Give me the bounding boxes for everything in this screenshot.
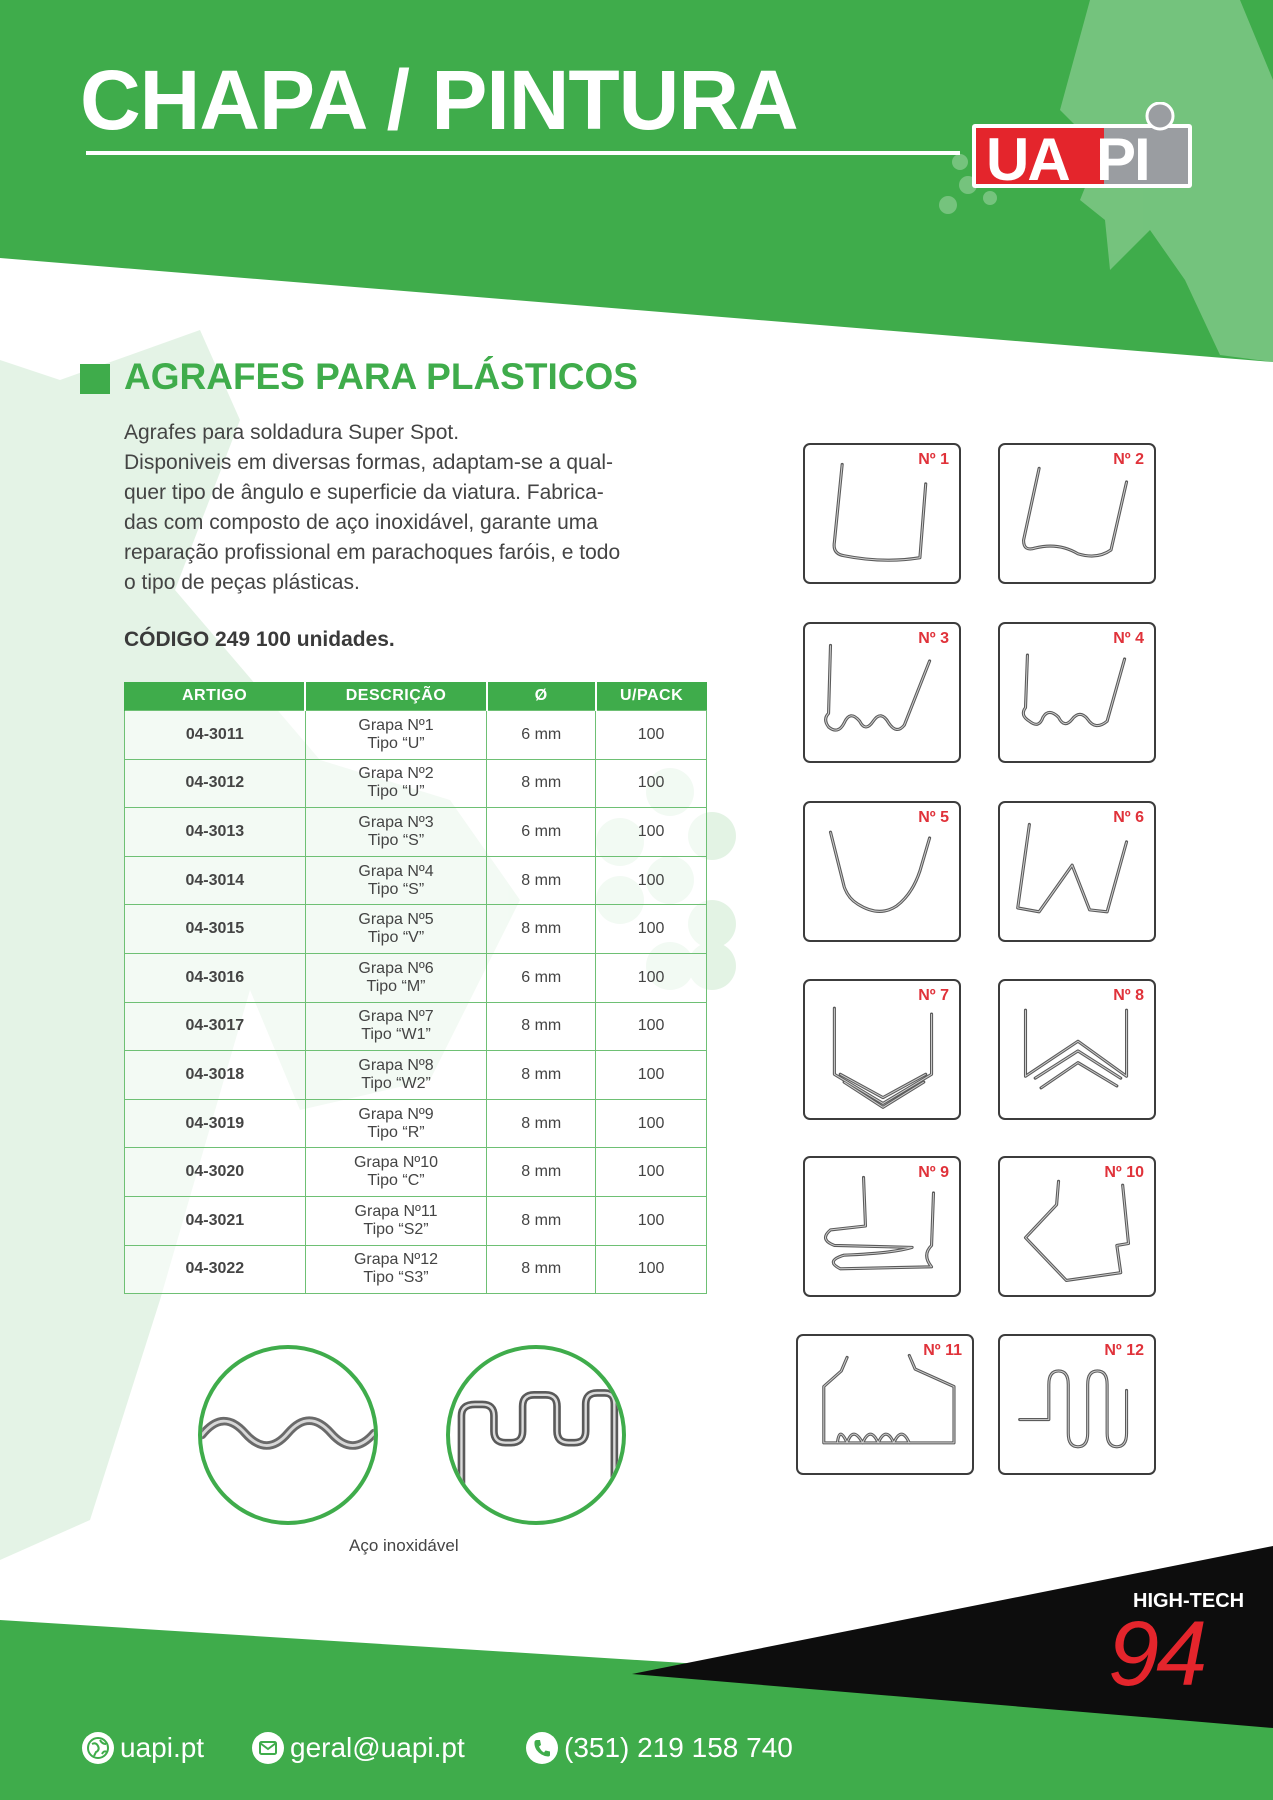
table-row xyxy=(125,1196,707,1245)
staple-number-label: Nº 7 xyxy=(918,987,949,1004)
desc-line-2: Tipo “R” xyxy=(367,1123,425,1141)
cell-diameter: 8 mm xyxy=(487,905,596,954)
desc-line-2: Tipo “C” xyxy=(367,1172,425,1190)
cell-descricao xyxy=(305,953,487,1002)
cell-diameter: 8 mm xyxy=(487,1051,596,1100)
email-link[interactable] xyxy=(252,1728,465,1768)
desc-line-2: Tipo “U” xyxy=(367,734,425,752)
uapi-logo xyxy=(970,102,1194,198)
desc-line-2: Tipo “M” xyxy=(366,977,426,995)
brand-label: HIGH-TECH xyxy=(1133,1590,1245,1612)
cell-diameter: 8 mm xyxy=(487,1002,596,1051)
desc-line-2: Tipo “S” xyxy=(367,880,425,898)
cell-descricao xyxy=(305,759,487,808)
phone-link[interactable] xyxy=(526,1728,793,1768)
staple-image xyxy=(998,979,1156,1120)
staple-number-label: Nº 11 xyxy=(923,1342,962,1359)
table-header-row xyxy=(125,682,707,711)
desc-line-2: Tipo “S3” xyxy=(363,1269,429,1287)
staple-image xyxy=(998,1156,1156,1297)
cell-artigo: 04-3020 xyxy=(125,1148,306,1197)
staple-image xyxy=(998,801,1156,942)
cell-descricao xyxy=(305,1002,487,1051)
cell-descricao xyxy=(305,905,487,954)
header-descricao: DESCRIÇÃO xyxy=(305,682,487,711)
cell-descricao xyxy=(305,1051,487,1100)
staple-image xyxy=(803,979,961,1120)
cell-descricao xyxy=(305,1245,487,1294)
staple-image xyxy=(803,443,961,584)
cell-diameter: 6 mm xyxy=(487,808,596,857)
desc-line-2: Tipo “S” xyxy=(367,831,425,849)
page-title: CHAPA / PINTURA xyxy=(80,53,798,147)
table-row xyxy=(125,759,707,808)
cell-upack: 100 xyxy=(596,1099,707,1148)
cell-diameter: 8 mm xyxy=(487,856,596,905)
cell-diameter: 8 mm xyxy=(487,1099,596,1148)
table-row xyxy=(125,711,707,760)
title-underline xyxy=(86,151,960,155)
desc-line-1: Grapa Nº10 xyxy=(353,1154,439,1172)
intro-line: o tipo de peças plásticas. xyxy=(124,571,360,594)
table-row xyxy=(125,905,707,954)
cell-upack: 100 xyxy=(596,1196,707,1245)
staple-image xyxy=(998,1334,1156,1475)
staple-number-label: Nº 6 xyxy=(1113,809,1144,826)
desc-line-1: Grapa Nº7 xyxy=(358,1008,434,1026)
cell-artigo: 04-3015 xyxy=(125,905,306,954)
table-row xyxy=(125,808,707,857)
intro-line: Agrafes para soldadura Super Spot. xyxy=(124,421,460,444)
cell-upack: 100 xyxy=(596,1051,707,1100)
table-row xyxy=(125,1051,707,1100)
product-table xyxy=(124,682,707,1294)
desc-line-1: Grapa Nº3 xyxy=(358,813,434,831)
cell-diameter: 8 mm xyxy=(487,1148,596,1197)
table-row xyxy=(125,1099,707,1148)
cell-upack: 100 xyxy=(596,905,707,954)
staple-number-label: Nº 12 xyxy=(1104,1342,1144,1359)
cell-upack: 100 xyxy=(596,1148,707,1197)
code-line: CÓDIGO 249 100 unidades. xyxy=(124,628,395,651)
table-row xyxy=(125,1002,707,1051)
cell-diameter: 6 mm xyxy=(487,711,596,760)
email-text: geral@uapi.pt xyxy=(290,1732,465,1763)
cell-descricao xyxy=(305,1196,487,1245)
cell-artigo: 04-3012 xyxy=(125,759,306,808)
header-diameter: Ø xyxy=(487,682,596,711)
header-upack: U/PACK xyxy=(596,682,707,711)
desc-line-1: Grapa Nº4 xyxy=(358,862,434,880)
intro-line: das com composto de aço inoxidável, garante uma xyxy=(124,511,598,534)
desc-line-1: Grapa Nº5 xyxy=(358,911,434,929)
desc-line-2: Tipo “V” xyxy=(367,929,425,947)
desc-line-1: Grapa Nº11 xyxy=(354,1202,438,1220)
cell-descricao xyxy=(305,1148,487,1197)
staple-number-label: Nº 8 xyxy=(1113,987,1144,1004)
cell-descricao xyxy=(305,856,487,905)
svg-text:PI: PI xyxy=(1096,126,1149,193)
staple-image xyxy=(803,622,961,763)
cell-artigo: 04-3019 xyxy=(125,1099,306,1148)
staple-number-label: Nº 2 xyxy=(1113,451,1144,468)
table-row xyxy=(125,856,707,905)
desc-line-1: Grapa Nº8 xyxy=(358,1056,434,1074)
mail-icon xyxy=(252,1732,284,1764)
staple-image xyxy=(796,1334,974,1475)
cell-descricao xyxy=(305,1099,487,1148)
phone-icon xyxy=(526,1732,558,1764)
detail-caption: Aço inoxidável xyxy=(349,1536,459,1555)
desc-line-1: Grapa Nº9 xyxy=(358,1105,434,1123)
cell-diameter: 8 mm xyxy=(487,1245,596,1294)
cell-artigo: 04-3022 xyxy=(125,1245,306,1294)
cell-artigo: 04-3018 xyxy=(125,1051,306,1100)
desc-line-2: Tipo “W2” xyxy=(361,1074,431,1092)
desc-line-1: Grapa Nº12 xyxy=(353,1251,439,1269)
cell-upack: 100 xyxy=(596,759,707,808)
cell-upack: 100 xyxy=(596,1245,707,1294)
wave-detail-image xyxy=(198,1345,378,1525)
cell-artigo: 04-3013 xyxy=(125,808,306,857)
desc-line-2: Tipo “S2” xyxy=(363,1220,429,1238)
desc-line-1: Grapa Nº6 xyxy=(358,959,434,977)
cell-artigo: 04-3016 xyxy=(125,953,306,1002)
desc-line-1: Grapa Nº2 xyxy=(358,765,434,783)
website-text: uapi.pt xyxy=(120,1732,205,1763)
intro-line: reparação profissional em parachoques faróis, e todo xyxy=(124,541,621,564)
website-link[interactable] xyxy=(82,1728,204,1768)
staple-number-label: Nº 10 xyxy=(1104,1164,1144,1181)
intro-line: quer tipo de ângulo e superficie da viatura. Fabrica- xyxy=(124,481,604,504)
section-title: AGRAFES PARA PLÁSTICOS xyxy=(124,356,638,397)
cell-diameter: 6 mm xyxy=(487,953,596,1002)
intro-line: Disponiveis em diversas formas, adaptam-se a qual- xyxy=(124,451,614,474)
header-artigo: ARTIGO xyxy=(125,682,306,711)
globe-icon xyxy=(82,1732,114,1764)
staple-number-label: Nº 3 xyxy=(918,630,949,647)
staple-number-label: Nº 4 xyxy=(1113,630,1144,647)
desc-line-1: Grapa Nº1 xyxy=(358,716,434,734)
staple-image xyxy=(803,801,961,942)
intro-text xyxy=(124,418,704,598)
staple-image xyxy=(998,622,1156,763)
table-row xyxy=(125,1245,707,1294)
table-row xyxy=(125,1148,707,1197)
desc-line-2: Tipo “W1” xyxy=(361,1026,431,1044)
cell-upack: 100 xyxy=(596,953,707,1002)
cell-upack: 100 xyxy=(596,856,707,905)
staple-number-label: Nº 5 xyxy=(918,809,949,826)
cell-upack: 100 xyxy=(596,808,707,857)
cell-artigo: 04-3014 xyxy=(125,856,306,905)
cell-artigo: 04-3011 xyxy=(125,711,306,760)
cell-upack: 100 xyxy=(596,711,707,760)
cell-descricao xyxy=(305,711,487,760)
cell-descricao xyxy=(305,808,487,857)
cell-diameter: 8 mm xyxy=(487,1196,596,1245)
staple-image xyxy=(803,1156,961,1297)
desc-line-2: Tipo “U” xyxy=(367,783,425,801)
page-number: 94 xyxy=(1108,1603,1205,1705)
svg-text:UA: UA xyxy=(986,126,1069,193)
staple-image xyxy=(998,443,1156,584)
staple-number-label: Nº 1 xyxy=(918,451,949,468)
cell-diameter: 8 mm xyxy=(487,759,596,808)
cell-artigo: 04-3017 xyxy=(125,1002,306,1051)
table-row xyxy=(125,953,707,1002)
section-marker xyxy=(80,364,110,394)
phone-text: (351) 219 158 740 xyxy=(564,1732,793,1763)
cell-upack: 100 xyxy=(596,1002,707,1051)
staple-number-label: Nº 9 xyxy=(918,1164,949,1181)
cell-artigo: 04-3021 xyxy=(125,1196,306,1245)
bend-detail-image xyxy=(446,1345,626,1525)
